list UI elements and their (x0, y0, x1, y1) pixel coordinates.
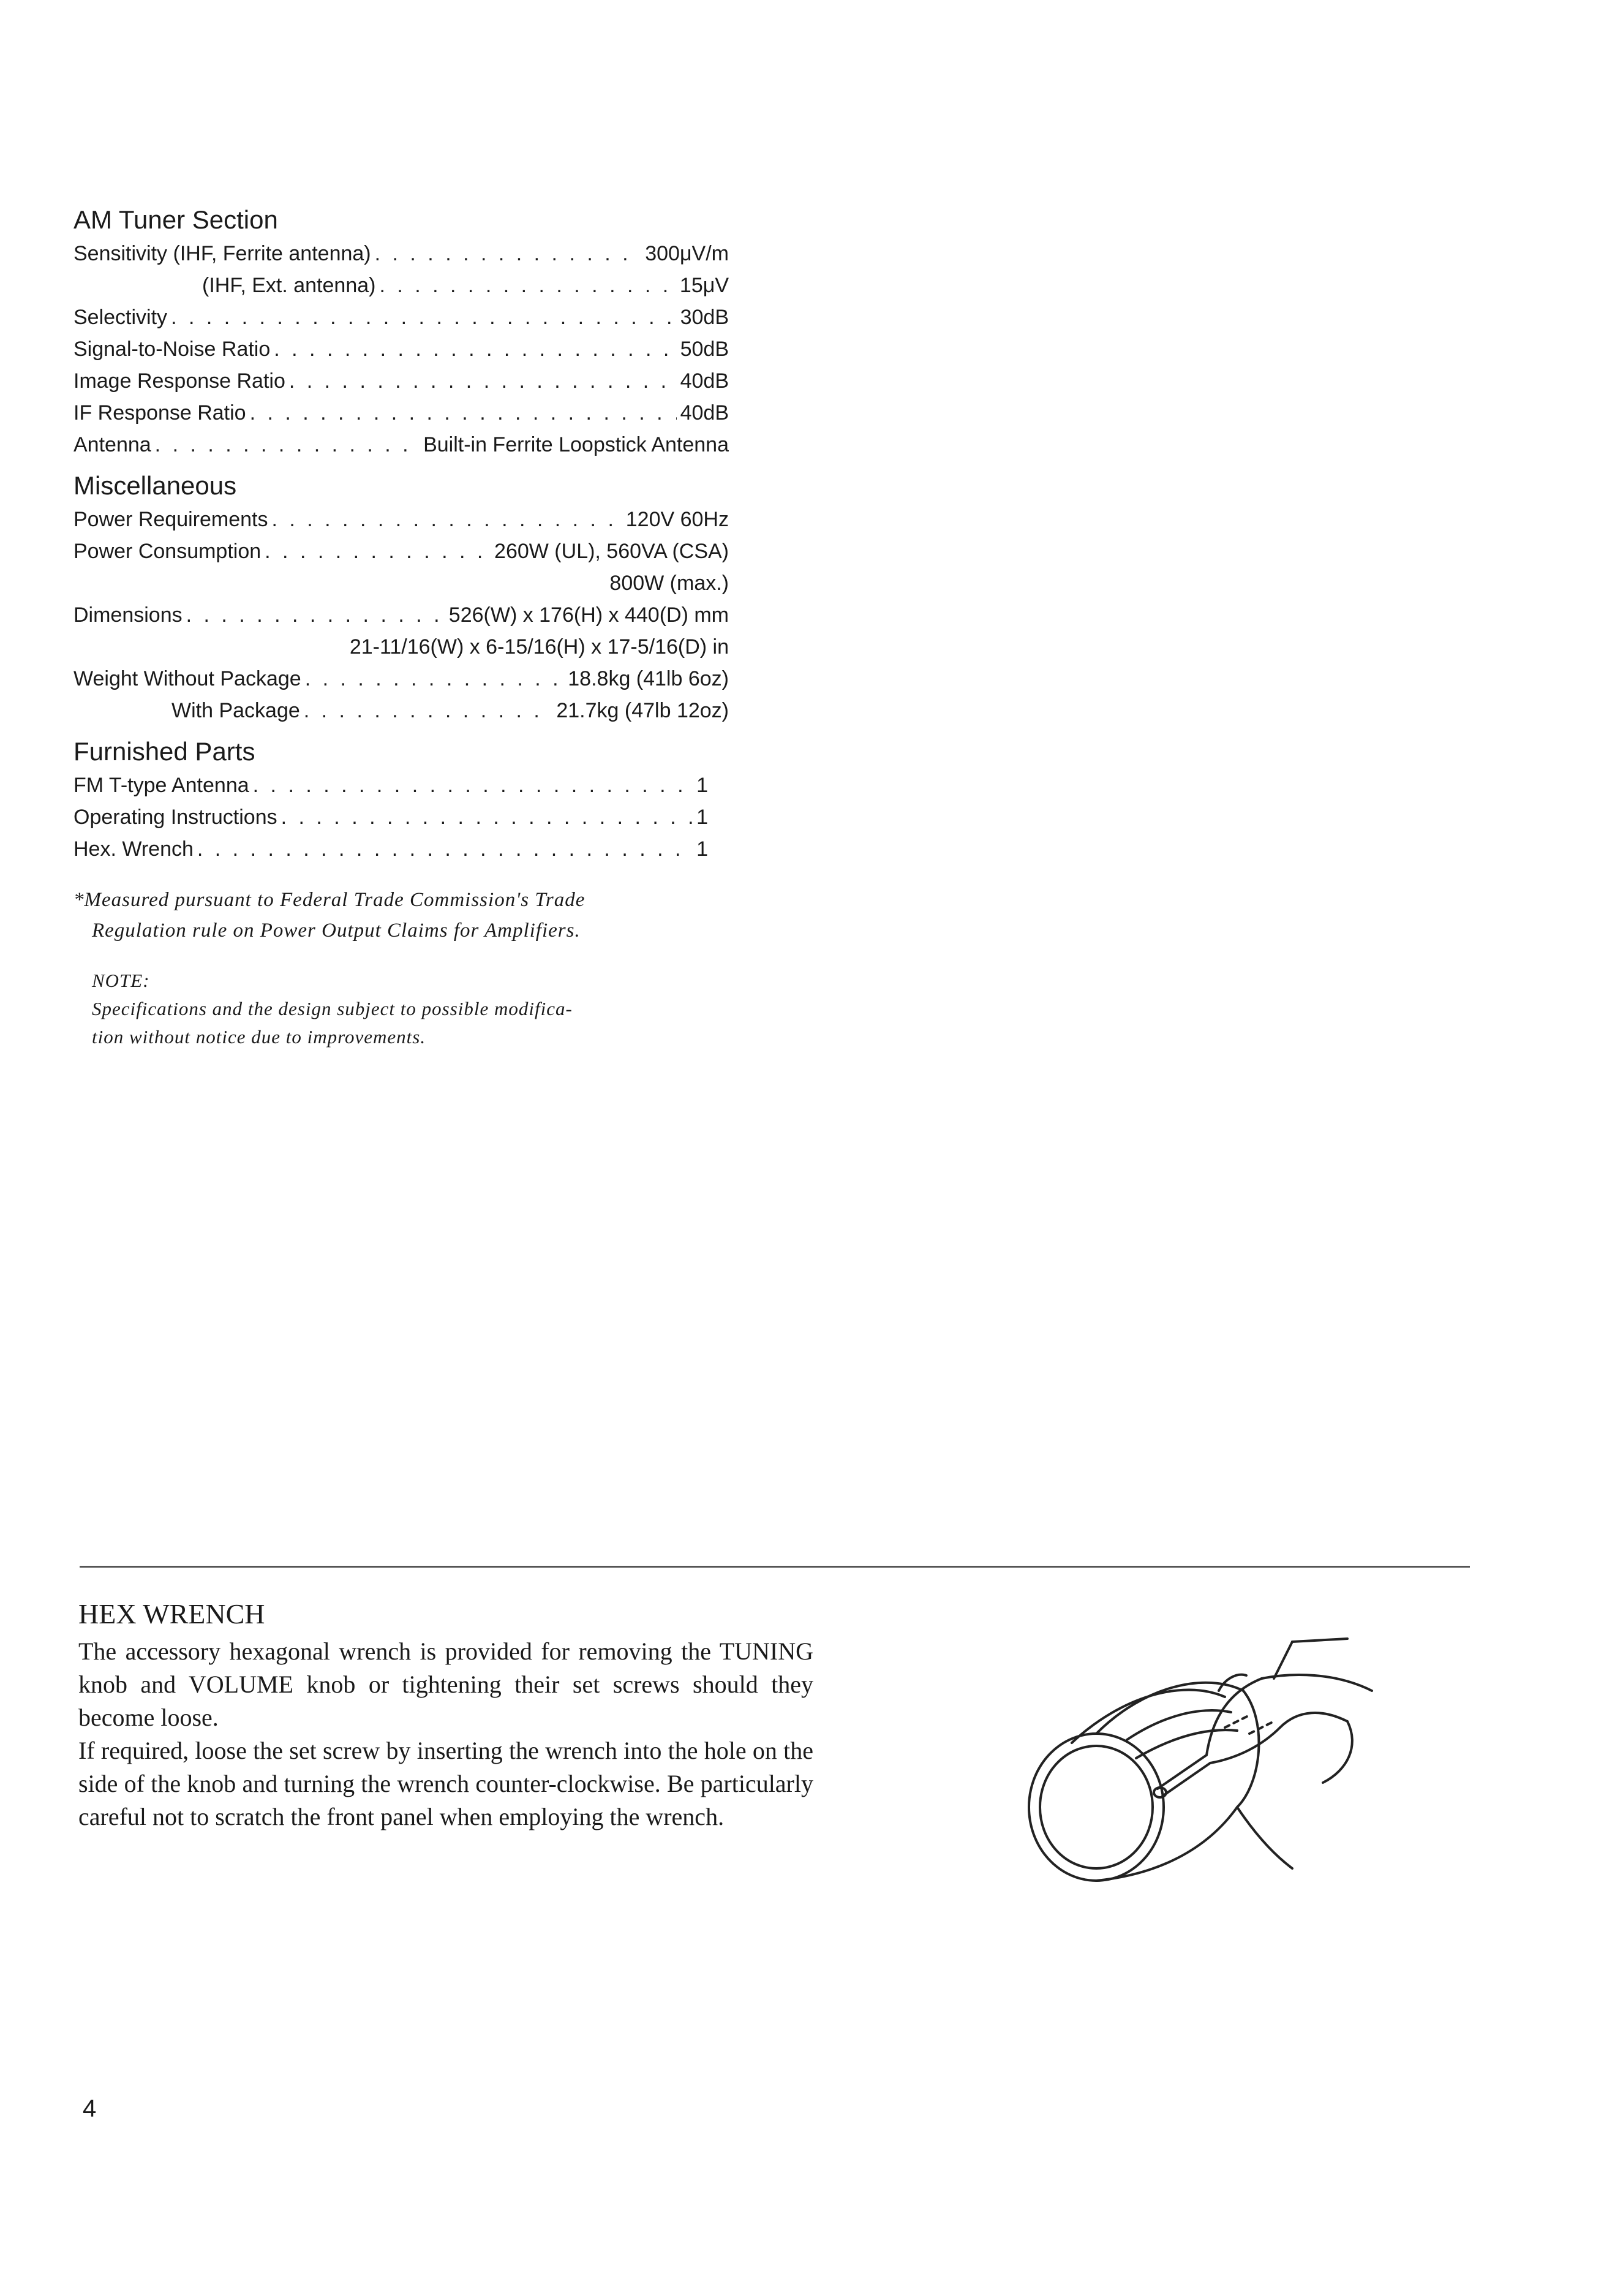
am-tuner-title: AM Tuner Section (73, 205, 278, 234)
footnote (73, 885, 729, 946)
parts-title: Furnished Parts (73, 737, 255, 766)
hex-wrench-section (78, 1596, 813, 1833)
hex-wrench-para: The accessory hexagonal wrench is provided for removing the TUNING knob and VOLUME knob or tightening their set screws should they become loose. (78, 1637, 813, 1731)
spec-row: Operating Instructions . . . 1 (73, 801, 729, 833)
knob-wrench-illustration (1004, 1605, 1396, 1899)
footnote-line: Regulation rule on Power Output Claims for Amplifiers. (92, 920, 581, 942)
spec-row: (IHF, Ext. antenna) . . . 15μV (73, 270, 729, 301)
spec-row: With Package . . . 21.7kg (47lb 12oz) (73, 695, 729, 727)
spec-row: Power Consumption . . . 260W (UL), 560VA (CSA) (73, 535, 729, 567)
note-line: tion without notice due to improvements. (92, 1026, 426, 1048)
note-line: Specifications and the design subject to possible modifica- (92, 998, 573, 1019)
spec-row: Weight Without Package . . . 18.8kg (41lb 6oz) (73, 663, 729, 695)
hex-wrench-title: HEX WRENCH (78, 1598, 265, 1629)
spec-row: IF Response Ratio . . . 40dB (73, 397, 729, 429)
spec-row: Sensitivity (IHF, Ferrite antenna) . . . 300μV/m (73, 238, 729, 270)
specifications (73, 195, 729, 1051)
spec-row: Antenna . . . Built-in Ferrite Loopstick Antenna (73, 429, 729, 461)
hex-wrench-para: If required, loose the set screw by inserting the wrench into the hole on the side of the knob and turning the wrench counter-clockwise. Be particularly careful not to scratch the front panel when employing the wrench. (78, 1737, 813, 1830)
spec-row: Power Requirements . . . 120V 60Hz (73, 504, 729, 535)
spec-row: Signal-to-Noise Ratio . . . 50dB (73, 333, 729, 365)
misc-title: Miscellaneous (73, 471, 237, 500)
spec-row: Selectivity . . . 30dB (73, 301, 729, 333)
spec-row: Dimensions . . . 526(W) x 176(H) x 440(D) mm (73, 599, 729, 631)
spec-row: FM T-type Antenna . . . 1 (73, 769, 729, 801)
spec-row: Image Response Ratio . . . 40dB (73, 365, 729, 397)
spec-row-continuation: 21-11/16(W) x 6-15/16(H) x 17-5/16(D) in (349, 635, 729, 659)
page-number: 4 (83, 2095, 97, 2122)
footnote-line: *Measured pursuant to Federal Trade Commission's Trade (73, 889, 586, 911)
note (73, 967, 729, 1051)
note-label: NOTE: (92, 970, 150, 991)
section-divider (80, 1566, 1470, 1568)
spec-row-continuation: 800W (max.) (609, 572, 729, 595)
hex-wrench-body (78, 1635, 813, 1833)
spec-row: Hex. Wrench . . . 1 (73, 833, 729, 865)
